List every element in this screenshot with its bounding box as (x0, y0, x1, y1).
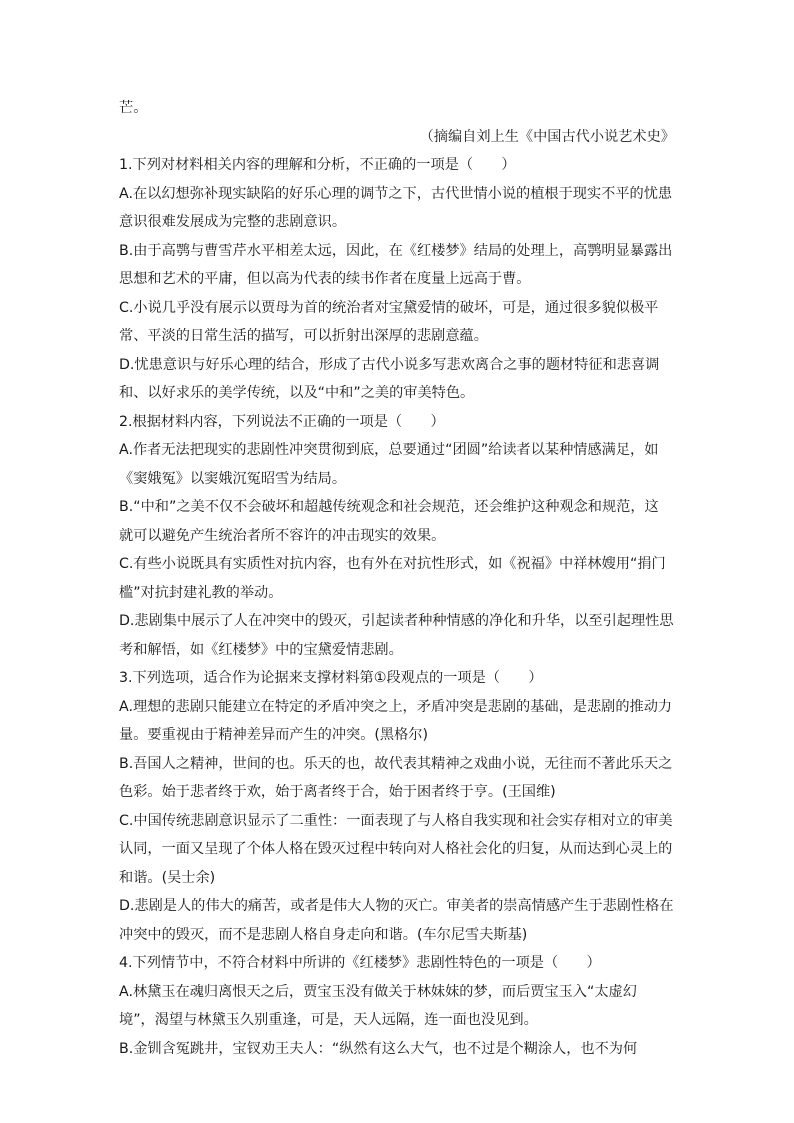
option-line: A.理想的悲剧只能建立在特定的矛盾冲突之上，矛盾冲突是悲剧的基础，是悲剧的推动力 (119, 698, 673, 715)
question-2 (119, 408, 675, 665)
option-b (119, 237, 675, 294)
option-line: D.忧患意识与好乐心理的结合，形成了古代小说多写悲欢离合之事的题材特征和悲喜调 (119, 356, 660, 373)
option-b (119, 750, 675, 807)
option-line: A.作者无法把现实的悲剧性冲突贯彻到底，总要通过“团圆”给读者以某种情感满足，如 (119, 442, 659, 458)
option-line: 境”，渴望与林黛玉久别重逢，可是，天人远隔，连一面也没见到。 (119, 1012, 538, 1028)
continuation-text: 芒。 (119, 100, 148, 116)
question-stem: 4.下列情节中，不符合材料中所讲的《红楼梦》悲剧性特色的一项是（ ） (119, 955, 601, 971)
option-line: 考和解悟，如《红楼梦》中的宝黛爱情悲剧。 (119, 641, 403, 658)
option-a (119, 693, 675, 750)
option-line: 和、以好求乐的美学传统，以及“中和”之美的审美特色。 (119, 385, 475, 401)
option-line: 冲突中的毁灭，而不是悲剧人格自身走向和谐。(车尔尼雪夫斯基) (119, 926, 528, 943)
option-b (119, 493, 675, 550)
option-line: 量。要重视由于精神差异而产生的冲突。(黑格尔) (119, 727, 429, 743)
option-line: 常、平淡的日常生活的描写，可以折射出深厚的悲剧意蕴。 (119, 328, 488, 344)
question-stem: 1.下列对材料相关内容的理解和分析，不正确的一项是（ ） (119, 157, 516, 173)
option-line: B.由于高鹗与曹雪芹水平相差太远，因此，在《红楼梦》结局的处理上，高鹗明显暴露出 (119, 242, 673, 259)
option-line: A.在以幻想弥补现实缺陷的好乐心理的调节之下，古代世情小说的植根于现实不平的忧患 (119, 185, 673, 202)
option-d (119, 892, 675, 949)
option-line: 和谐。(吴士余) (119, 869, 216, 886)
option-d (119, 351, 675, 408)
option-line: C.中国传统悲剧意识显示了二重性：一面表现了与人格自我实现和社会实存相对立的审美 (119, 812, 673, 829)
option-c (119, 550, 675, 607)
option-line: D.悲剧集中展示了人在冲突中的毁灭，引起读者种种情感的净化和升华，以至引起理性思 (119, 613, 674, 629)
option-a (119, 978, 675, 1035)
option-line: 认同，一面又呈现了个体人格在毁灭过程中转向对人格社会化的归复，从而达到心灵上的 (119, 841, 673, 857)
question-3 (119, 664, 675, 949)
option-line: B.金钏含冤跳井，宝钗劝王夫人：“纵然有这么大气，也不过是个糊涂人，也不为何 (119, 1040, 638, 1057)
option-line: B.吾国人之精神，世间的也。乐天的也，故代表其精神之戏曲小说，无往而不著此乐天之 (119, 755, 673, 772)
source-citation: （摘编自刘上生《中国古代小说艺术史》 (419, 128, 675, 145)
document-page (119, 94, 675, 1063)
question-4 (119, 949, 675, 1063)
option-line: 《窦娥冤》以窦娥沉冤昭雪为结局。 (119, 470, 347, 487)
option-d (119, 607, 675, 664)
option-a (119, 180, 675, 237)
option-c (119, 294, 675, 351)
option-line: D.悲剧是人的伟大的痛苦，或者是伟大人物的灭亡。审美者的崇高情感产生于悲剧性格在 (119, 898, 674, 914)
option-line: C.有些小说既具有实质性对抗内容，也有外在对抗性形式，如《祝福》中祥林嫂用“捐门 (119, 556, 666, 572)
option-line: 就可以避免产生统治者所不容许的冲击现实的效果。 (119, 527, 446, 544)
option-line: A.林黛玉在魂归离恨天之后，贾宝玉没有做关于林妹妹的梦，而后贾宝玉入“太虚幻 (119, 983, 637, 1000)
option-line: 思想和艺术的平庸，但以高为代表的续书作者在度量上远高于曹。 (119, 271, 531, 287)
option-line: 槛”对抗封建礼教的举动。 (119, 584, 283, 601)
option-line: B.“中和”之美不仅不会破坏和超越传统观念和社会规范，还会维护这种观念和规范，这 (119, 499, 659, 515)
option-c (119, 807, 675, 893)
question-stem: 3.下列选项，适合作为论据来支撑材料第①段观点的一项是（ ） (119, 670, 543, 686)
option-b (119, 1035, 675, 1064)
option-line: C.小说几乎没有展示以贾母为首的统治者对宝黛爱情的破坏，可是，通过很多貌似极平 (119, 299, 659, 316)
question-stem: 2.根据材料内容，下列说法不正确的一项是（ ） (119, 413, 445, 430)
question-1 (119, 151, 675, 408)
option-line: 意识很难发展成为完整的悲剧意识。 (119, 214, 347, 230)
option-a (119, 436, 675, 493)
option-line: 色彩。始于悲者终于欢，始于离者终于合，始于困者终于亨。(王国维) (119, 784, 556, 800)
